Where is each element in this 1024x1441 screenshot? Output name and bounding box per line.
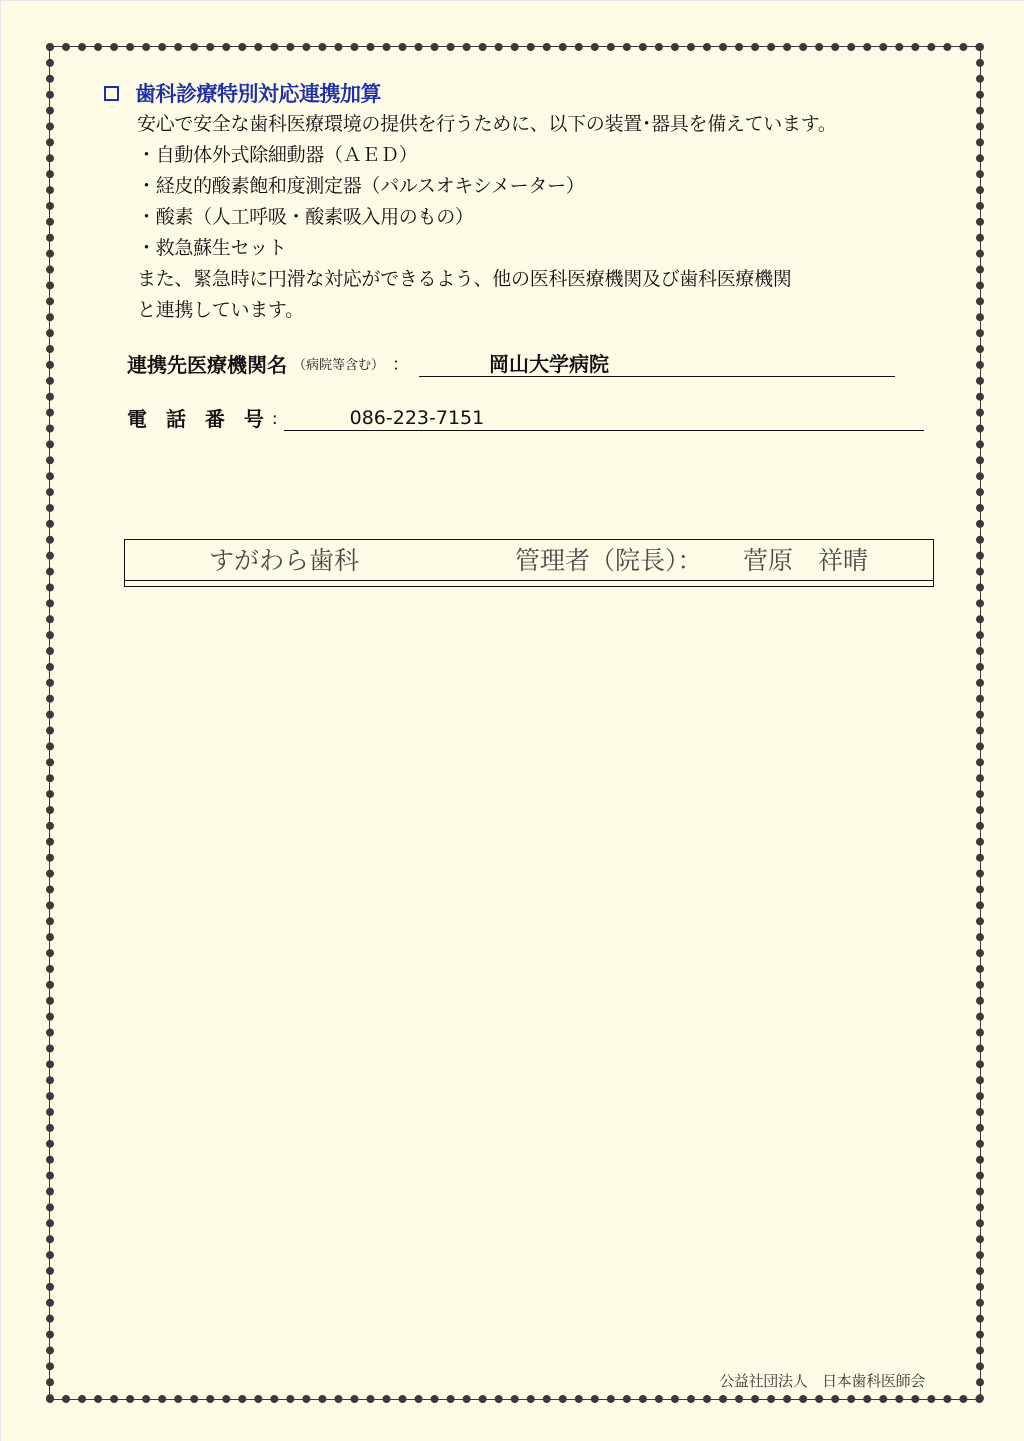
phone-value: 086-223-7151: [284, 406, 924, 431]
partner-separator: ：: [392, 355, 410, 375]
section-heading: [104, 78, 381, 108]
equipment-item: ・酸素（人工呼吸・酸素吸入用のもの）: [137, 206, 474, 228]
manager-role: 管理者（院長）：: [515, 546, 703, 575]
closing-text: と連携しています。: [137, 299, 304, 321]
phone-label: 電 話 番 号: [127, 407, 270, 431]
footer-organization: 公益社団法人 日本歯科医師会: [719, 1372, 925, 1390]
manager-name: 菅原 祥晴: [743, 546, 869, 575]
phone-separator: :: [271, 409, 278, 429]
partner-label: 連携先医療機関名: [127, 353, 287, 377]
equipment-item: ・経皮的酸素飽和度測定器（パルスオキシメーター）: [137, 175, 585, 197]
intro-text: 安心で安全な歯科医療環境の提供を行うために、以下の装置･器具を備えています。: [137, 113, 837, 135]
equipment-item: ・自動体外式除細動器（ＡＥＤ）: [137, 144, 418, 166]
signature-box: [124, 539, 934, 587]
equipment-item: ・救急蘇生セット: [137, 237, 287, 259]
clinic-name: すがわら歯科: [209, 546, 360, 575]
section-title: 歯科診療特別対応連携加算: [135, 82, 381, 106]
checkbox-icon: [104, 86, 119, 101]
partner-row: [127, 352, 895, 377]
signature-inner-line: [125, 544, 933, 581]
phone-row: [127, 406, 924, 431]
closing-text: また、緊急時に円滑な対応ができるよう、他の医科医療機関及び歯科医療機関: [137, 268, 792, 290]
partner-note: （病院等含む）: [293, 358, 385, 373]
partner-value: 岡山大学病院: [419, 352, 895, 377]
